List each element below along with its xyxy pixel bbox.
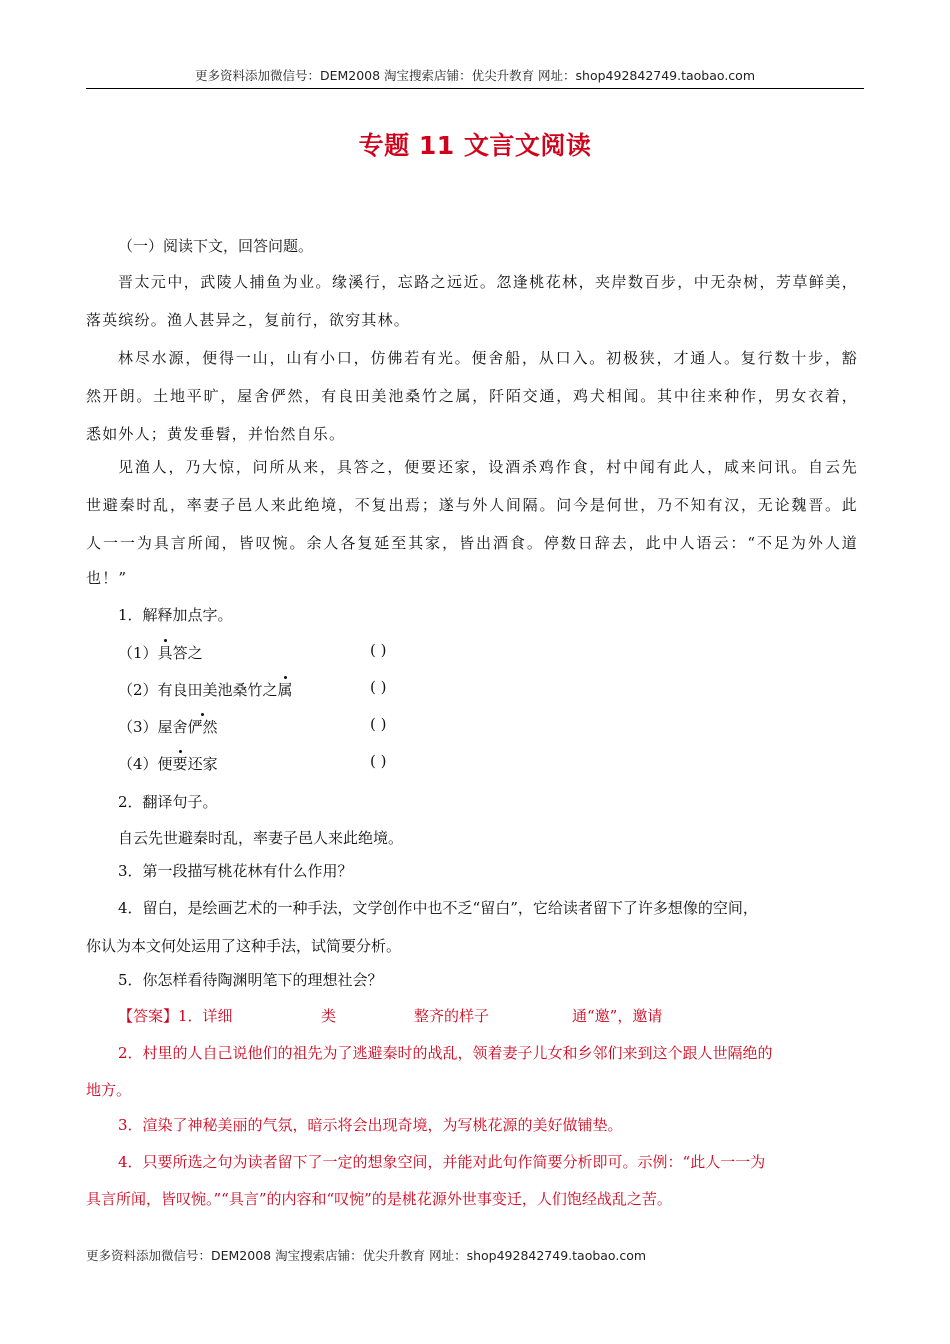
answer-item: 类 xyxy=(321,1007,337,1025)
passage-line: 悉如外人；黄发垂髫，并怡然自乐。 xyxy=(86,425,346,443)
answer-blank: ( ) xyxy=(370,715,387,733)
answer-line: 2．村里的人自己说他们的祖先为了逃避秦时的战乱，领着妻子儿女和乡邻们来到这个跟人世隔绝的 xyxy=(118,1044,773,1062)
passage-line: 然开朗。土地平旷，屋舍俨然，有良田美池桑竹之属，阡陌交通，鸡犬相闻。其中往来种作，男女衣着， xyxy=(86,387,858,405)
q1-item xyxy=(118,752,218,776)
answer-blank: ( ) xyxy=(370,752,387,770)
question-4: 4．留白，是绘画艺术的一种手法，文学创作中也不乏“留白”，它给读者留下了许多想像的空间， xyxy=(118,899,758,917)
q1-item xyxy=(118,678,293,702)
passage-line: 落英缤纷。渔人甚异之，复前行，欲穷其林。 xyxy=(86,311,411,329)
dotted-char: 要 xyxy=(173,752,188,776)
answer-label: 【答案】1．详细 xyxy=(118,1007,233,1025)
item-prefix: （4）便 xyxy=(118,755,173,773)
page-header: 更多资料添加微信号：DEM2008 淘宝搜索店铺：优尖升教育 网址：shop492842749.taobao.com xyxy=(86,66,864,89)
passage-line: 世避秦时乱，率妻子邑人来此绝境，不复出焉；遂与外人间隔。问今是何世，乃不知有汉，无论魏晋。此 xyxy=(86,496,858,514)
question-5: 5．你怎样看待陶渊明笔下的理想社会？ xyxy=(118,971,383,989)
q1-item xyxy=(118,715,218,739)
answer-line: 3．渲染了神秘美丽的气氛，暗示将会出现奇境，为写桃花源的美好做铺垫。 xyxy=(118,1116,623,1134)
dotted-char: 属 xyxy=(278,678,293,702)
q1-item xyxy=(118,641,203,665)
passage-line: 见渔人，乃大惊，问所从来，具答之，便要还家，设酒杀鸡作食，村中闻有此人，咸来问讯。自云先 xyxy=(118,458,858,476)
answer-item: 通“邀”，邀请 xyxy=(572,1007,663,1025)
answer-item: 整齐的样子 xyxy=(414,1007,490,1025)
item-suffix: 还家 xyxy=(187,755,218,773)
page-footer: 更多资料添加微信号：DEM2008 淘宝搜索店铺：优尖升教育 网址：shop492842749.taobao.com xyxy=(86,1248,647,1263)
passage-line: 晋太元中，武陵人捕鱼为业。缘溪行，忘路之远近。忽逢桃花林，夹岸数百步，中无杂树，芳草鲜美， xyxy=(118,273,858,291)
passage-line: 林尽水源，便得一山，山有小口，仿佛若有光。便舍船，从口入。初极狭，才通人。复行数十步，豁 xyxy=(118,349,858,367)
answer-line: 具言所闻，皆叹惋。”“具言”的内容和“叹惋”的是桃花源外世事变迁，人们饱经战乱之苦。 xyxy=(86,1190,672,1208)
answer-line: 地方。 xyxy=(86,1081,132,1099)
page-title: 专题 11 文言文阅读 xyxy=(358,131,592,160)
dotted-char: 俨然 xyxy=(188,715,218,739)
passage-line: 人一一为具言所闻，皆叹惋。余人各复延至其家，皆出酒食。停数日辞去，此中人语云：“不足为外人道 xyxy=(86,534,858,552)
item-prefix: （2）有良田美池桑竹之 xyxy=(118,681,278,699)
answer-line: 4．只要所选之句为读者留下了一定的想象空间，并能对此句作简要分析即可。示例：“此人一一为 xyxy=(118,1153,766,1171)
item-prefix: （3）屋舍 xyxy=(118,718,188,736)
question-3: 3．第一段描写桃花林有什么作用？ xyxy=(118,862,353,880)
item-prefix: （1） xyxy=(118,644,158,662)
question-2: 2．翻译句子。 xyxy=(118,793,218,811)
dotted-char: 具 xyxy=(158,641,173,665)
answer-blank: ( ) xyxy=(370,641,387,659)
item-suffix: 答之 xyxy=(172,644,203,662)
passage-line: 也！” xyxy=(86,569,128,587)
question-1: 1．解释加点字。 xyxy=(118,606,233,624)
answer-blank: ( ) xyxy=(370,678,387,696)
q2-sentence: 自云先世避秦时乱，率妻子邑人来此绝境。 xyxy=(118,829,404,847)
question-4-cont: 你认为本文何处运用了这种手法，试简要分析。 xyxy=(86,937,402,955)
section-intro: （一）阅读下文，回答问题。 xyxy=(118,237,314,255)
